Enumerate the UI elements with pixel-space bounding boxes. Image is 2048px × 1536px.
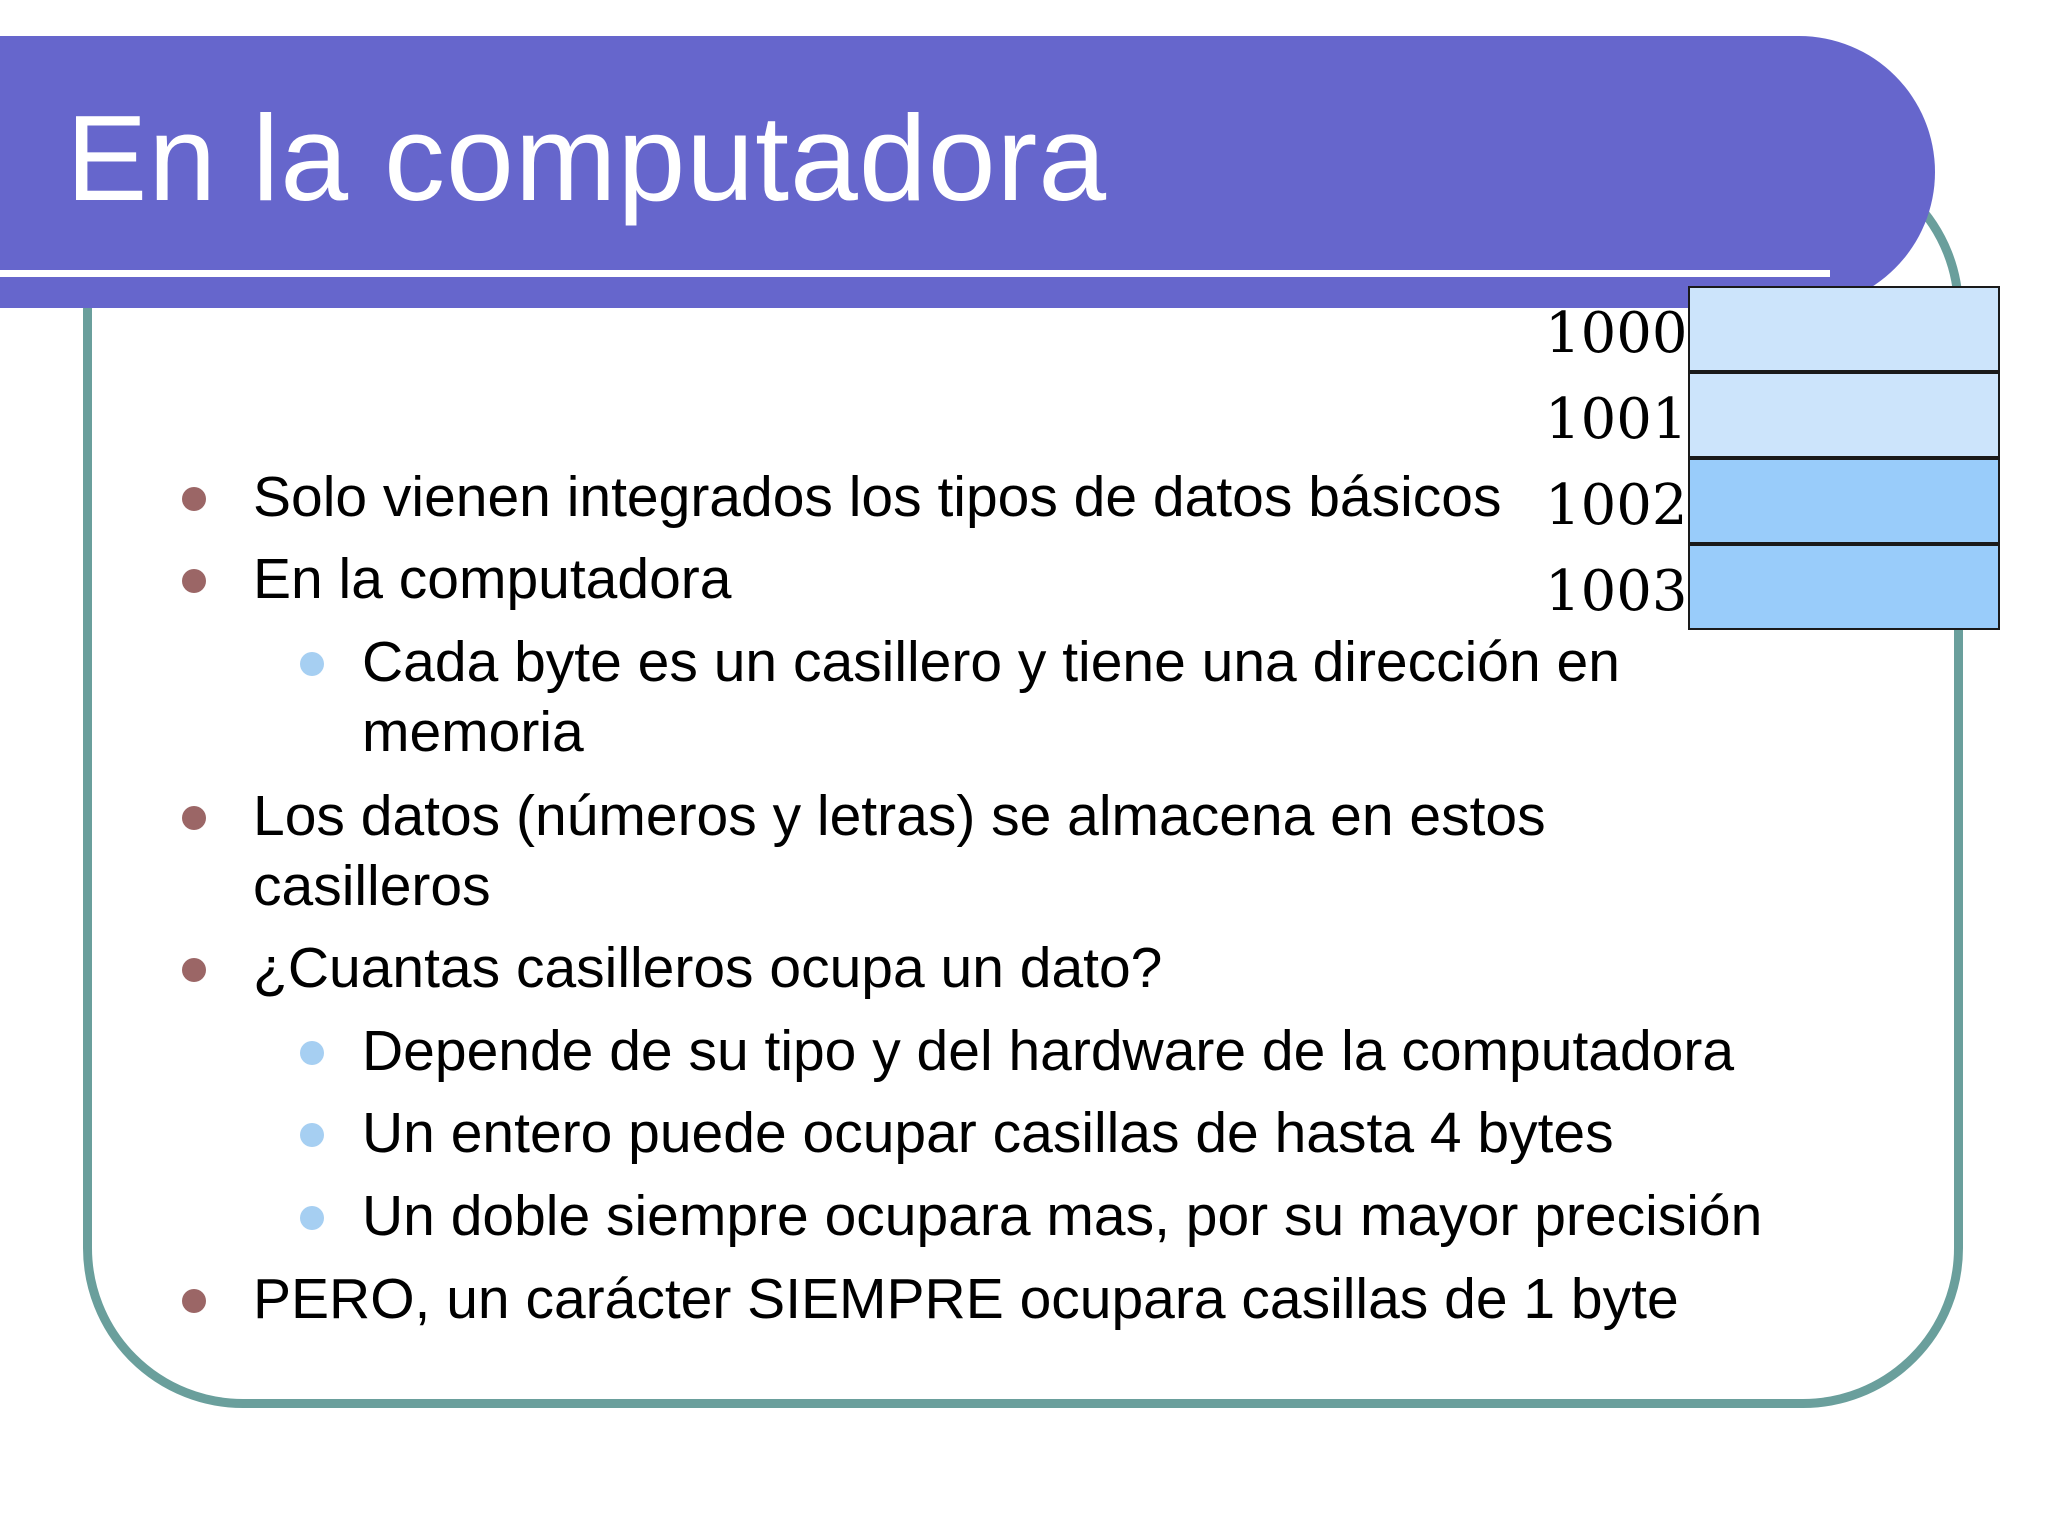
bullet-dot: [182, 806, 206, 830]
sub-bullet-item: Un doble siempre ocupara mas, por su mayor precisión: [362, 1184, 1763, 1248]
sub-bullet-dot: [300, 1041, 324, 1065]
bullet-item: En la computadora: [253, 547, 732, 611]
bullet-item-continued: casilleros: [253, 854, 491, 918]
slide-title: En la computadora: [66, 90, 1108, 226]
bullet-dot: [182, 569, 206, 593]
memory-row-1001: [1545, 372, 2000, 458]
bullet-item: ¿Cuantas casilleros ocupa un dato?: [253, 936, 1163, 1000]
bullet-item: Solo vienen integrados los tipos de datos básicos: [253, 465, 1502, 529]
memory-address: 1003: [1545, 559, 1688, 624]
sub-bullet-dot: [300, 1123, 324, 1147]
bullet-dot: [182, 1289, 206, 1313]
memory-cell: [1688, 286, 2000, 372]
memory-row-1003: [1545, 544, 2000, 630]
bullet-dot: [182, 487, 206, 511]
sub-bullet-dot: [300, 1206, 324, 1230]
memory-cell: [1688, 458, 2000, 544]
sub-bullet-dot: [300, 652, 324, 676]
memory-cell: [1688, 544, 2000, 630]
bullet-dot: [182, 958, 206, 982]
bullet-item: PERO, un carácter SIEMPRE ocupara casillas de 1 byte: [253, 1267, 1679, 1331]
sub-bullet-item-continued: memoria: [362, 700, 584, 764]
memory-address: 1002: [1545, 473, 1688, 538]
sub-bullet-item: Depende de su tipo y del hardware de la computadora: [362, 1019, 1735, 1083]
bullet-item: Los datos (números y letras) se almacena en estos: [253, 784, 1546, 848]
sub-bullet-item: Un entero puede ocupar casillas de hasta 4 bytes: [362, 1101, 1614, 1165]
memory-row-1000: [1545, 286, 2000, 372]
memory-address: 1001: [1545, 387, 1688, 452]
sub-bullet-item: Cada byte es un casillero y tiene una dirección en: [362, 630, 1620, 694]
memory-row-1002: [1545, 458, 2000, 544]
memory-cell: [1688, 372, 2000, 458]
title-underline: [0, 270, 1830, 277]
memory-address: 1000: [1545, 301, 1688, 366]
